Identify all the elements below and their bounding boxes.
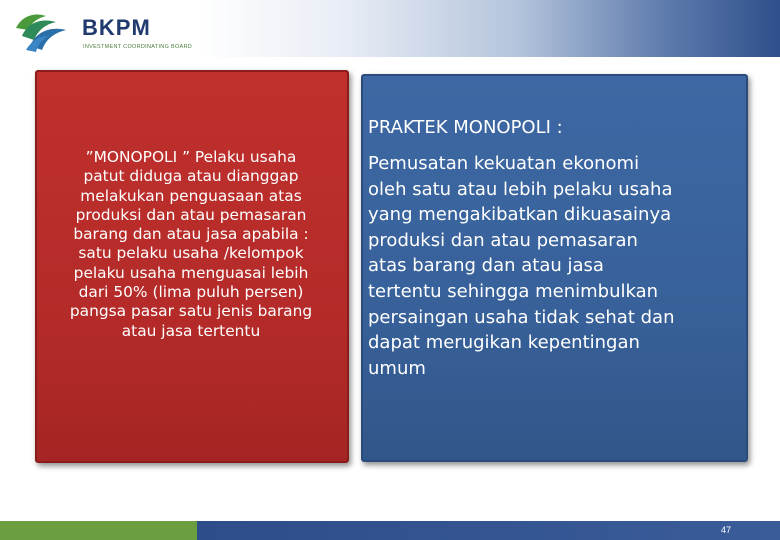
praktek-monopoli-text: Pemusatan kekuatan ekonomi oleh satu atau lebih pelaku usaha yang mengakibatkan dikuasainya produksi dan atau pemasaran atas barang dan atau jasa tertentu sehingga menimbulkan persaingan usaha tidak sehat dan dapat merugikan kepentingan umum (368, 153, 675, 379)
slide-header (0, 0, 780, 57)
praktek-monopoli-title: PRAKTEK MONOPOLI : (368, 117, 563, 138)
logo-subtitle: INVESTMENT COORDINATING BOARD (83, 44, 193, 50)
header-gradient-bar (197, 0, 780, 57)
footer-blue-bar (197, 521, 780, 540)
praktek-monopoli-panel (361, 74, 748, 462)
page-number: 47 (720, 525, 731, 535)
footer-green-bar (0, 521, 197, 540)
monopoli-definition-panel (35, 70, 349, 463)
monopoli-definition-text: ”MONOPOLI ” Pelaku usaha patut diduga atau dianggap melakukan penguasaan atas produksi dan atau pemasaran barang dan atau jasa apabila : satu pelaku usaha /kelompok pelaku usaha menguasai lebih dari 50% (lima puluh persen) pangsa pasar satu jenis barang atau jasa tertentu (69, 148, 313, 340)
bkpm-logo-mark-icon (12, 6, 72, 54)
logo-title: BKPM (82, 15, 151, 40)
bkpm-logo (12, 6, 197, 54)
slide-footer (0, 521, 780, 540)
